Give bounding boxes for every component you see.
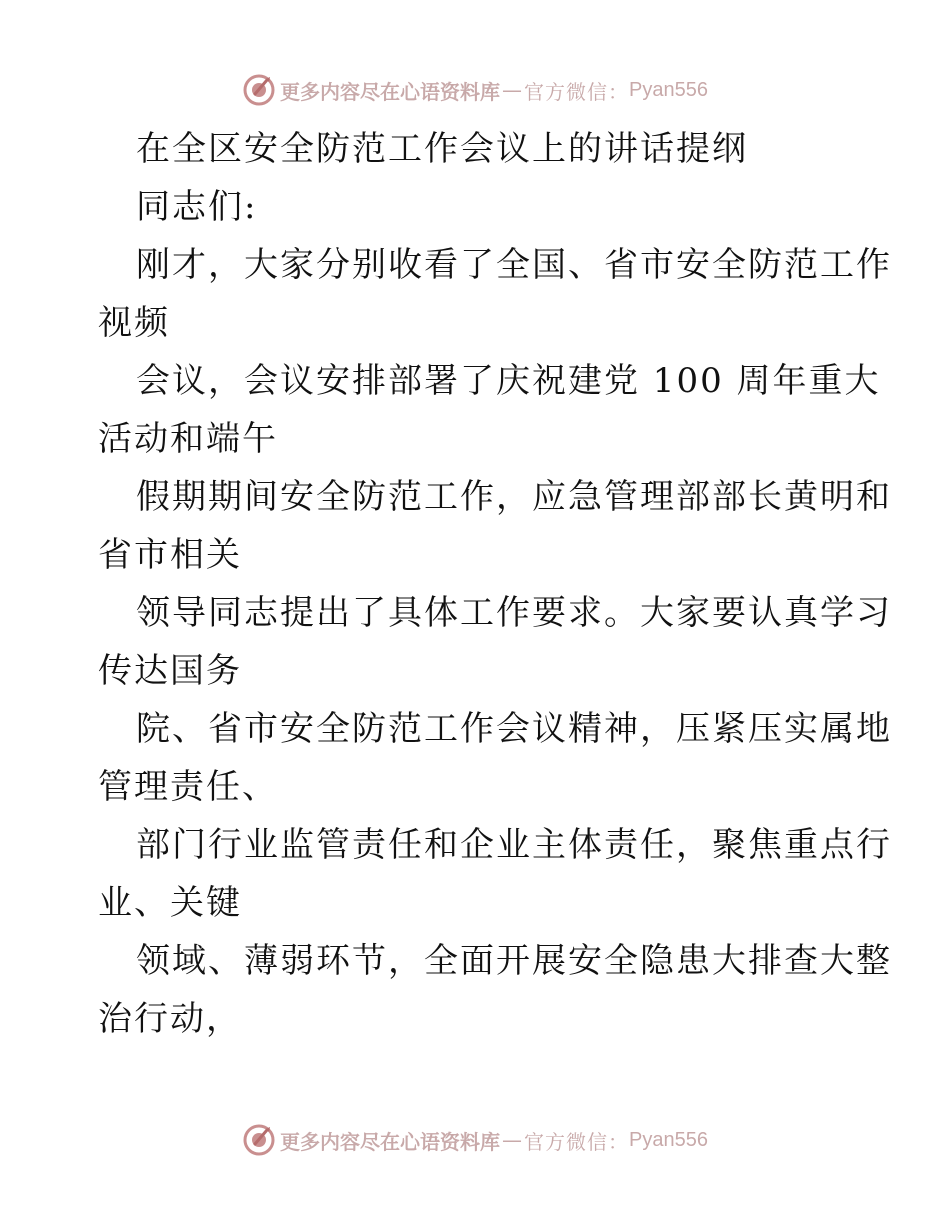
paragraph-line: 假期期间安全防范工作，应急管理部部长黄明和 bbox=[136, 477, 892, 517]
paragraph-line: 管理责任、 bbox=[98, 767, 278, 807]
paragraph-line: 业、关键 bbox=[98, 883, 242, 923]
paragraph-line: 传达国务 bbox=[98, 651, 242, 691]
watermark-brand-text: 更多内容尽在心语资料库 bbox=[280, 79, 501, 104]
paragraph-line: 治行动， bbox=[98, 999, 242, 1039]
paragraph-line: 刚才，大家分别收看了全国、省市安全防范工作 bbox=[136, 245, 892, 285]
watermark-brand-text: 更多内容尽在心语资料库 bbox=[280, 1129, 501, 1154]
watermark-wechat-id: Pyan556 bbox=[629, 1128, 708, 1151]
paragraph-line: 活动和端午 bbox=[98, 419, 278, 459]
paragraph-line: 省市相关 bbox=[98, 535, 242, 575]
brand-logo-icon bbox=[242, 73, 276, 107]
salutation: 同志们: bbox=[136, 187, 258, 227]
watermark-wechat-id: Pyan556 bbox=[629, 78, 708, 101]
paragraph-line: 院、省市安全防范工作会议精神，压紧压实属地 bbox=[136, 709, 892, 749]
paragraph-line: 视频 bbox=[98, 303, 170, 343]
paragraph-line: 领域、薄弱环节，全面开展安全隐患大排查大整 bbox=[136, 941, 892, 981]
document-body bbox=[98, 120, 892, 1048]
paragraph-line: 领导同志提出了具体工作要求。大家要认真学习 bbox=[136, 593, 892, 633]
footer-watermark bbox=[0, 1120, 950, 1160]
watermark-dash: — bbox=[502, 1128, 523, 1152]
watermark-official-label: 官方微信： bbox=[524, 1129, 630, 1154]
header-watermark bbox=[0, 70, 950, 110]
watermark-dash: — bbox=[502, 78, 523, 102]
paragraph-line: 会议，会议安排部署了庆祝建党 100 周年重大 bbox=[136, 361, 881, 401]
watermark-official-label: 官方微信： bbox=[524, 79, 630, 104]
brand-logo-icon bbox=[242, 1123, 276, 1157]
document-title: 在全区安全防范工作会议上的讲话提纲 bbox=[136, 129, 748, 169]
paragraph-line: 部门行业监管责任和企业主体责任，聚焦重点行 bbox=[136, 825, 892, 865]
